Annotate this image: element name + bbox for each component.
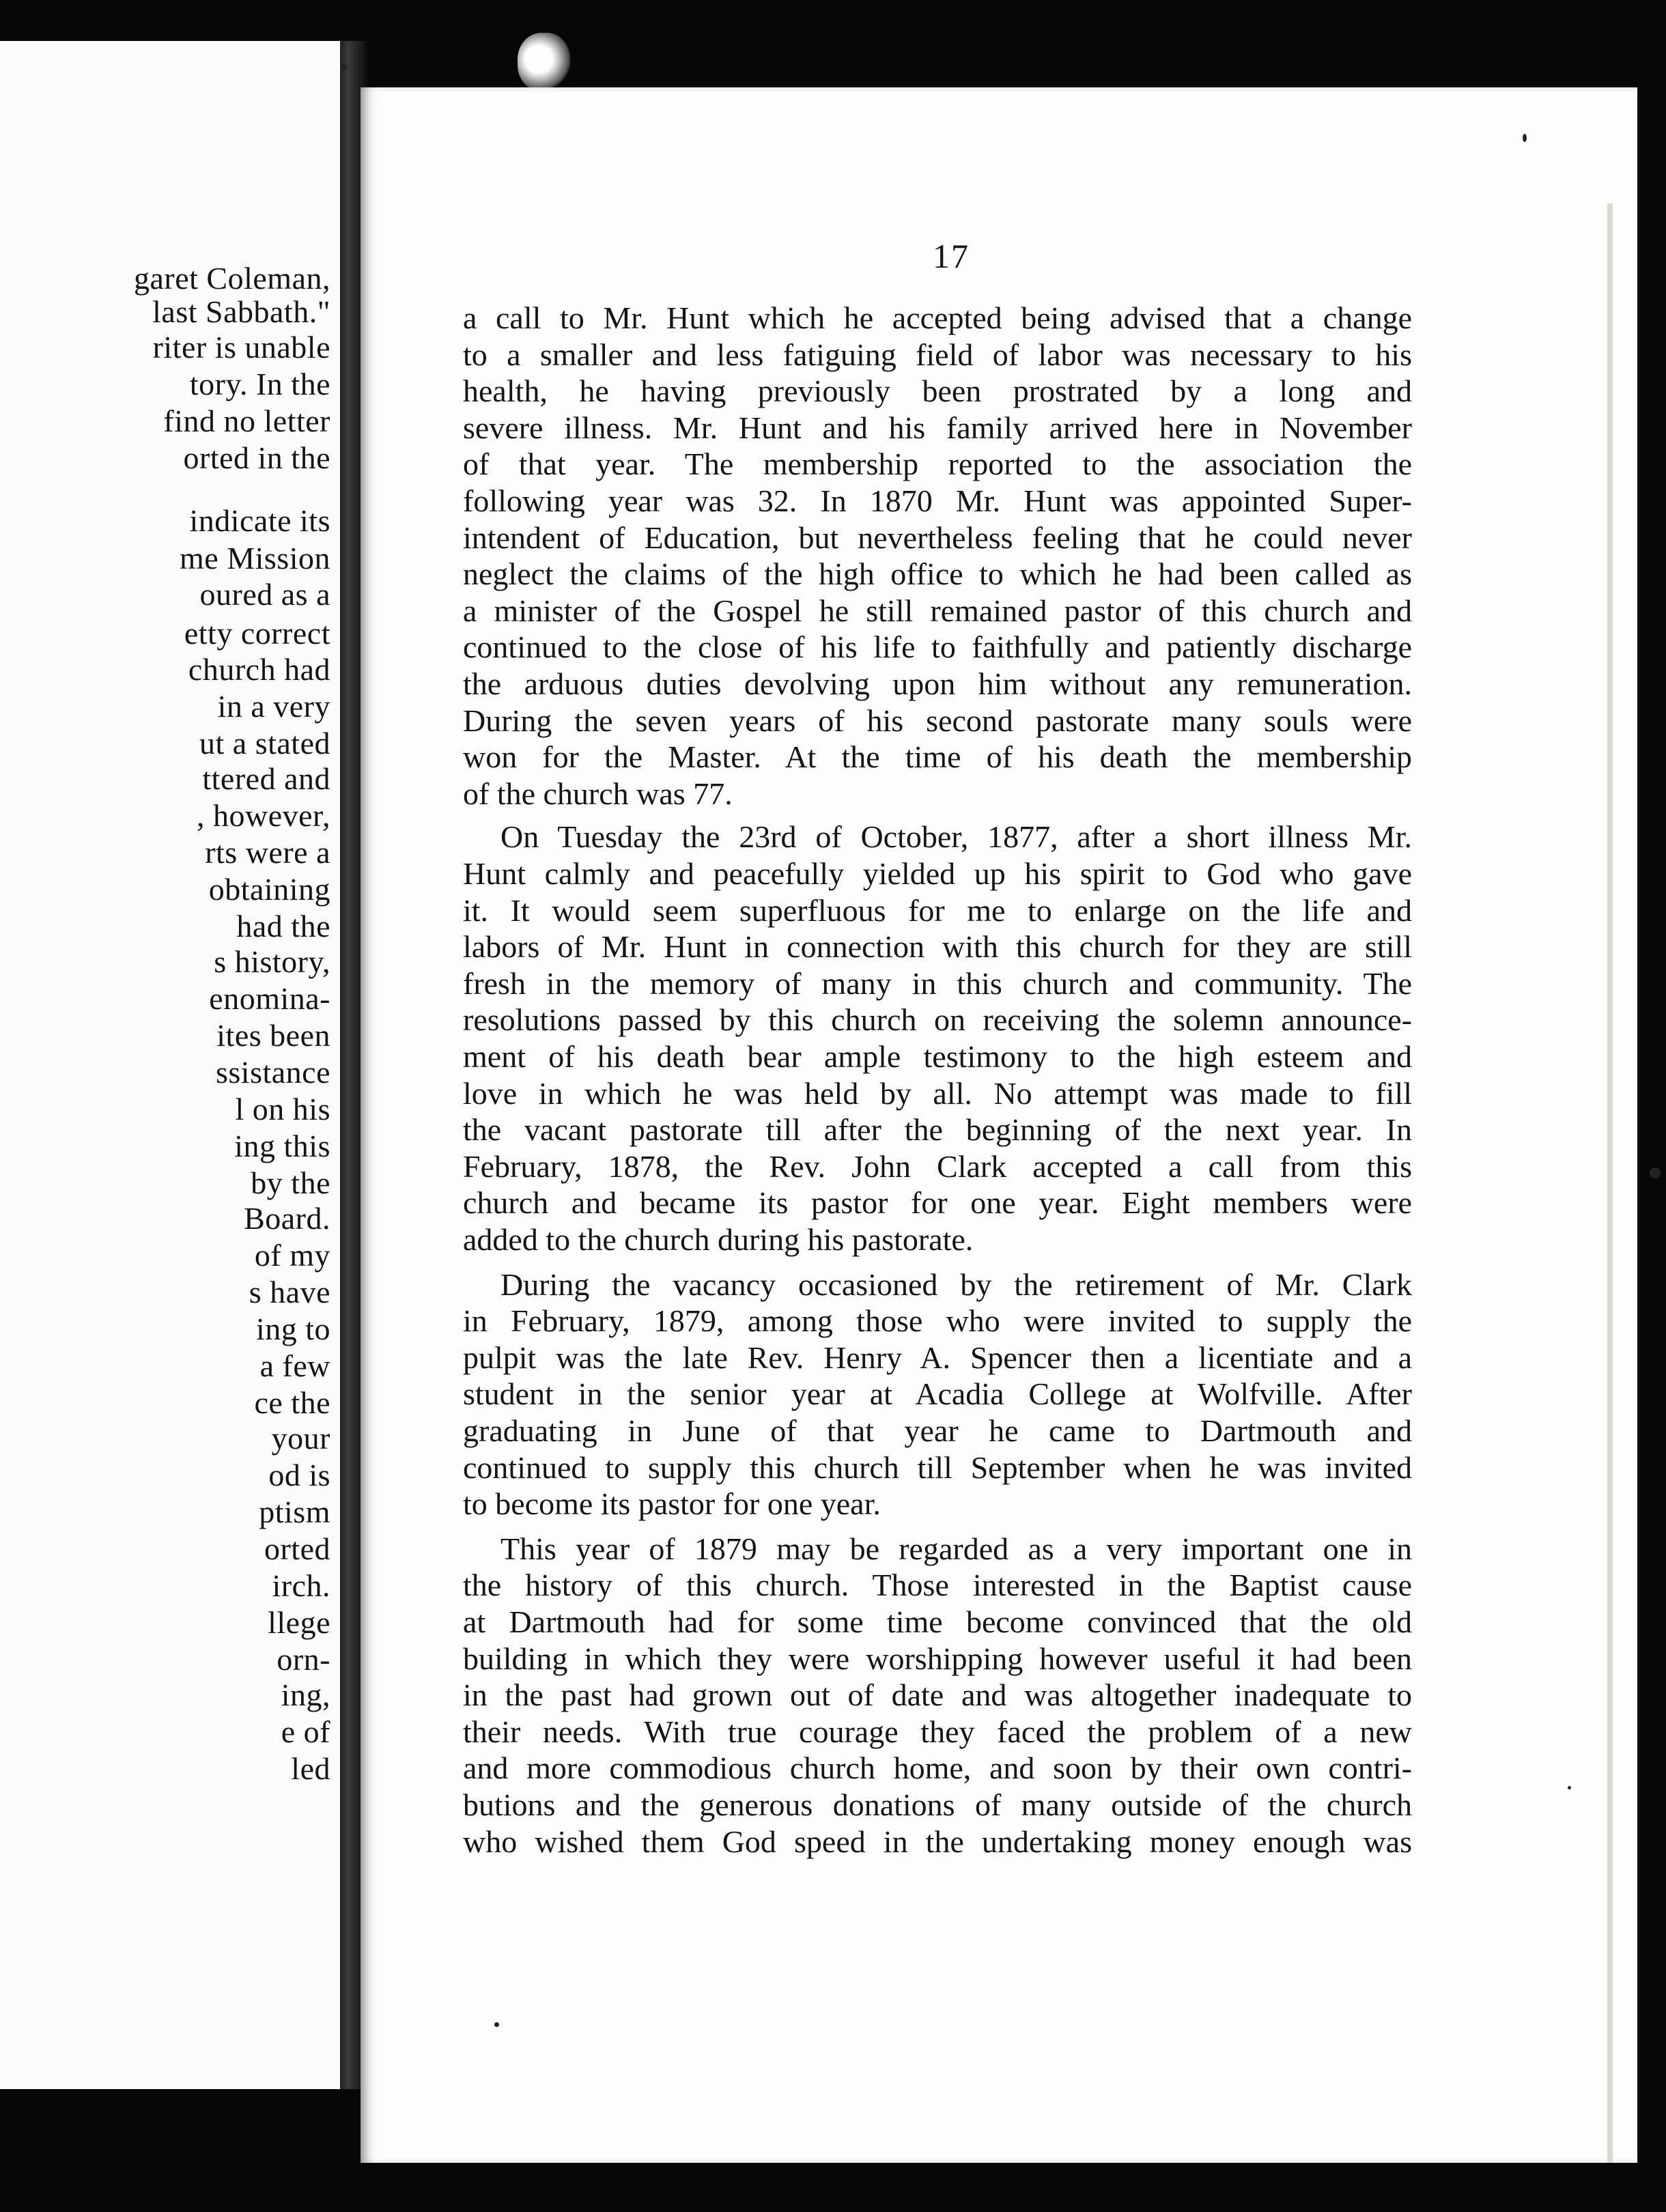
body-text-line: a call to Mr. Hunt which he accepted being advised that a change	[463, 300, 1412, 335]
body-text-line: On Tuesday the 23rd of October, 1877, after a short illness Mr.	[500, 819, 1412, 854]
body-text-line: continued to the close of his life to faithfully and patiently discharge	[463, 629, 1412, 664]
body-text-line: in February, 1879, among those who were invited to supply the	[463, 1303, 1412, 1338]
body-text-line: butions and the generous donations of many outside of the church	[463, 1787, 1412, 1822]
left-page-line: tory. In the	[189, 367, 330, 401]
page-edge	[1607, 203, 1613, 2163]
left-page-line: by the	[251, 1165, 330, 1200]
body-text-line: Hunt calmly and peacefully yielded up his spirit to God who gave	[463, 856, 1412, 891]
left-page-line: find no letter	[163, 403, 330, 438]
left-page-line: church had	[188, 652, 330, 687]
body-text-line: a minister of the Gospel he still remained pastor of this church and	[463, 593, 1412, 628]
scan-speck	[494, 2022, 499, 2027]
body-text-line: following year was 32. In 1870 Mr. Hunt was appointed Super-	[463, 483, 1412, 518]
body-text-line: building in which they were worshipping however useful it had been	[463, 1641, 1412, 1676]
left-page-line: ce the	[254, 1385, 330, 1420]
left-page-line: ing this	[234, 1129, 330, 1163]
left-page-line: indicate its	[189, 503, 330, 538]
body-text-line: added to the church during his pastorate.	[463, 1222, 974, 1257]
left-page-line: ssistance	[215, 1055, 330, 1090]
left-page-line: orn-	[277, 1642, 330, 1677]
body-text-line: won for the Master. At the time of his death the membership	[463, 739, 1412, 774]
left-page-line: l on his	[235, 1092, 330, 1126]
left-page-line: in a very	[217, 689, 330, 724]
left-page-line: s have	[249, 1275, 330, 1309]
left-page-line: ttered and	[202, 761, 330, 796]
body-text-line: This year of 1879 may be regarded as a very important one in	[500, 1531, 1412, 1566]
left-page-line: od is	[268, 1458, 330, 1492]
left-page-line: e of	[281, 1714, 330, 1749]
body-text-line: During the vacancy occasioned by the retirement of Mr. Clark	[500, 1267, 1412, 1302]
body-text-line: labors of Mr. Hunt in connection with this church for they are still	[463, 929, 1412, 964]
left-page-line: garet Coleman,	[133, 261, 330, 296]
body-text-line: During the seven years of his second pastorate many souls were	[463, 703, 1412, 738]
left-page-line: a few	[259, 1348, 330, 1383]
left-page-line: llege	[268, 1605, 330, 1640]
scan-speck	[1650, 1167, 1661, 1178]
left-page-line: , however,	[196, 798, 330, 833]
left-page-line: me Mission	[180, 541, 330, 576]
body-text-line: their needs. With true courage they faced the problem of a new	[463, 1714, 1412, 1749]
left-page-line: your	[271, 1421, 330, 1456]
body-text-line: health, he having previously been prostrated by a long and	[463, 373, 1412, 408]
body-text-line: at Dartmouth had for some time become convinced that the old	[463, 1604, 1412, 1639]
body-text-line: and more commodious church home, and soon by their own contri-	[463, 1750, 1412, 1785]
left-page-line: had the	[236, 909, 330, 944]
body-text-line: to a smaller and less fatiguing field of labor was necessary to his	[463, 337, 1412, 372]
body-text-line: of the church was 77.	[463, 776, 733, 811]
left-page-line: ites been	[216, 1018, 330, 1053]
page-number: 17	[933, 237, 970, 275]
current-page	[361, 87, 1637, 2163]
body-text-line: pulpit was the late Rev. Henry A. Spencer then a licentiate and a	[463, 1340, 1412, 1375]
body-text-line: severe illness. Mr. Hunt and his family arrived here in November	[463, 410, 1412, 445]
left-page-line: ing,	[281, 1677, 330, 1712]
body-text-line: February, 1878, the Rev. John Clark accepted a call from this	[463, 1149, 1412, 1184]
left-page-line: s history,	[214, 944, 330, 979]
left-page-line: last Sabbath."	[152, 294, 330, 329]
scan-speck	[1523, 134, 1527, 142]
left-page-line: ptism	[259, 1494, 330, 1529]
left-page-line: ut a stated	[199, 726, 330, 761]
left-page-line: orted in the	[183, 440, 330, 475]
body-text-line: fresh in the memory of many in this church and community. The	[463, 966, 1412, 1001]
left-page-line: orted	[264, 1531, 330, 1566]
body-text-line: of that year. The membership reported to the association the	[463, 446, 1412, 481]
left-page-line: Board.	[244, 1201, 330, 1236]
left-page-line: led	[291, 1751, 330, 1786]
body-text-line: the arduous duties devolving upon him without any remuneration.	[463, 666, 1412, 701]
body-text-line: the history of this church. Those interested in the Baptist cause	[463, 1568, 1412, 1602]
body-text-line: resolutions passed by this church on receiving the solemn announce-	[463, 1002, 1412, 1037]
body-text-line: it. It would seem superfluous for me to enlarge on the life and	[463, 893, 1412, 928]
left-page-line: irch.	[272, 1568, 330, 1603]
body-text-line: neglect the claims of the high office to which he had been called as	[463, 556, 1412, 591]
left-page-line: riter is unable	[152, 330, 330, 365]
left-page-line: enomina-	[209, 981, 330, 1016]
body-text-line: graduating in June of that year he came to Dartmouth and	[463, 1413, 1412, 1448]
left-page-line: obtaining	[208, 872, 330, 907]
left-page-line: rts were a	[205, 835, 330, 870]
body-text-line: church and became its pastor for one year. Eight members were	[463, 1185, 1412, 1220]
previous-page	[0, 41, 347, 2089]
body-text-line: student in the senior year at Acadia College at Wolfville. After	[463, 1376, 1412, 1411]
scan-speck	[341, 64, 347, 70]
scan-speck	[1568, 1786, 1571, 1789]
body-text-line: who wished them God speed in the undertaking money enough was	[463, 1824, 1412, 1859]
scan-smudge	[518, 33, 571, 91]
body-text-line: continued to supply this church till September when he was invited	[463, 1450, 1412, 1485]
body-text-line: to become its pastor for one year.	[463, 1486, 881, 1521]
body-text-line: love in which he was held by all. No attempt was made to fill	[463, 1076, 1412, 1111]
body-text-line: ment of his death bear ample testimony to the high esteem and	[463, 1039, 1412, 1074]
body-text-line: in the past had grown out of date and was altogether inadequate to	[463, 1677, 1412, 1712]
body-text-line: the vacant pastorate till after the beginning of the next year. In	[463, 1112, 1412, 1147]
left-page-line: ing to	[255, 1311, 330, 1346]
left-page-line: etty correct	[184, 616, 330, 651]
left-page-line: oured as a	[199, 577, 330, 612]
body-text-line: intendent of Education, but nevertheless feeling that he could never	[463, 520, 1412, 555]
left-page-line: of my	[254, 1238, 330, 1273]
